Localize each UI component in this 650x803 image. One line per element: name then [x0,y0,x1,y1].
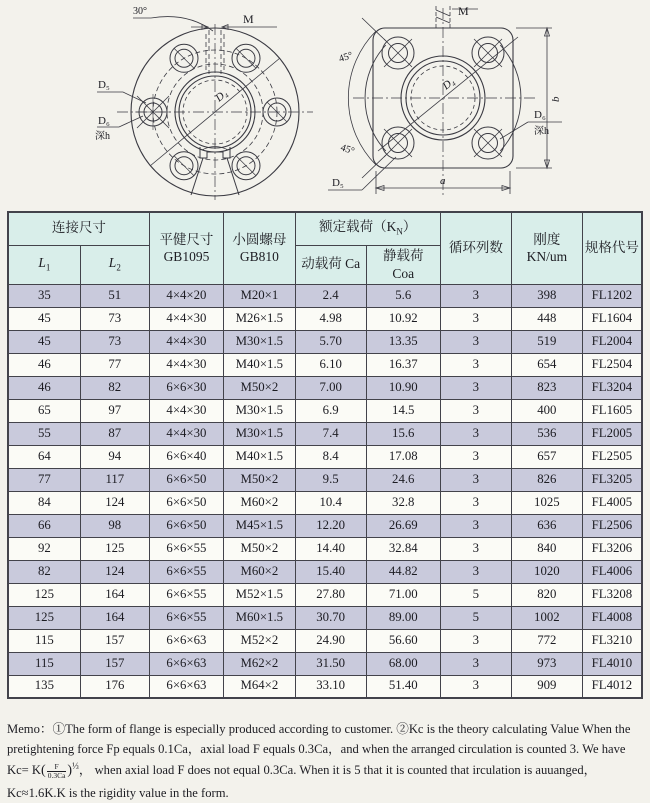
table-cell: 5.6 [366,284,440,307]
table-cell: 117 [80,468,149,491]
bolt-hole [170,44,198,72]
technical-drawings [0,0,650,206]
table-cell: M60×1.5 [224,606,296,629]
header-static-load [366,245,440,284]
table-cell: 3 [440,491,511,514]
table-row [8,284,642,307]
table-cell: 44.82 [366,560,440,583]
nut-label: 小圆螺母 [232,231,287,247]
table-cell: 125 [8,606,80,629]
table-cell: 164 [80,606,149,629]
dim-b-label: b [550,96,562,102]
table-cell: 6×6×50 [149,468,223,491]
table-cell: 77 [8,468,80,491]
square-flange-drawing [328,0,568,206]
table-cell: 27.80 [295,583,366,606]
table-cell: 16.37 [366,353,440,376]
table-cell: FL3208 [582,583,642,606]
dynamic-load-label: 动载荷 Ca [301,256,361,272]
l2-sub: 2 [116,262,121,273]
d5-label: D₅ [98,79,110,91]
table-cell: FL2004 [582,330,642,353]
key-size-label: 平健尺寸 [159,231,214,247]
header-dynamic-load [295,245,366,284]
header-cycles [440,212,511,284]
table-cell: 115 [8,652,80,675]
table-cell: 823 [511,376,582,399]
bolt-hole-counterbore [135,94,171,130]
table-cell: 45 [8,307,80,330]
memo-text-1: ①The form of flange is especially produced according to customer. ②Kc is the theory calculating Value When the pretightening force Fp equals 0.1Ca，axial load F equals 0.3Ca，and when the arranged circulation is counted 3. We have Kc= K [7,722,631,778]
rated-load-label: 额定载荷（K [319,219,397,235]
table-cell: 8.4 [295,445,366,468]
angle-top-label: 45° [337,50,355,65]
formula-paren-close: ) [67,763,73,779]
table-cell: 135 [8,675,80,698]
formula-paren-open: ( [41,763,46,779]
l1-sub: 1 [45,262,51,273]
table-cell: 820 [511,583,582,606]
table-cell: 6×6×55 [149,606,223,629]
table-cell: 3 [440,468,511,491]
table-cell: FL3204 [582,376,642,399]
table-cell: 3 [440,399,511,422]
table-cell: 4×4×30 [149,422,223,445]
table-cell: 4×4×30 [149,307,223,330]
header-round-nut [224,212,296,284]
header-rated-load [295,212,440,245]
table-cell: 32.84 [366,537,440,560]
table-cell: 46 [8,376,80,399]
thread-stud [436,4,478,30]
table-cell: M20×1 [224,284,296,307]
table-row [8,422,642,445]
table-cell: 66 [8,514,80,537]
table-cell: 1020 [511,560,582,583]
table-row [8,629,642,652]
table-cell: 12.20 [295,514,366,537]
leader-d6 [95,115,143,142]
bolt-hole [170,152,198,180]
cycles-label: 循环列数 [448,239,503,255]
table-cell: 125 [8,583,80,606]
table-cell: 77 [80,353,149,376]
table-cell: 6×6×55 [149,583,223,606]
table-cell: 45 [8,330,80,353]
l1-label: L [38,255,46,271]
spec-table-body [8,284,642,698]
table-cell: 7.00 [295,376,366,399]
table-cell: M40×1.5 [224,353,296,376]
table-cell: 3 [440,284,511,307]
flange-spec-table [7,211,643,699]
formula-fraction [47,763,67,780]
header-connect-label: 连接尺寸 [51,220,106,236]
table-cell: 92 [8,537,80,560]
table-row [8,606,642,629]
table-cell: 6×6×30 [149,376,223,399]
header-connect-dims [8,212,149,245]
table-cell: 3 [440,376,511,399]
key-size-standard: GB1095 [163,249,210,265]
table-cell: 4×4×30 [149,399,223,422]
table-cell: 6.10 [295,353,366,376]
table-cell: 536 [511,422,582,445]
table-cell: 3 [440,537,511,560]
depth-label: 深h [534,126,549,137]
table-cell: M60×2 [224,560,296,583]
header-l1 [8,245,80,284]
bore-diameter-label: D₄ [213,87,230,105]
table-cell: 7.4 [295,422,366,445]
table-cell: M50×2 [224,376,296,399]
formula-numerator: F [54,762,59,772]
table-row [8,376,642,399]
memo-note [7,719,644,803]
table-cell: 17.08 [366,445,440,468]
table-cell: 51 [80,284,149,307]
table-cell: M64×2 [224,675,296,698]
table-cell: 4×4×20 [149,284,223,307]
table-cell: 973 [511,652,582,675]
table-cell: 6×6×63 [149,675,223,698]
table-row [8,537,642,560]
table-cell: 4.98 [295,307,366,330]
circular-flange-drawing [95,0,330,206]
table-cell: 657 [511,445,582,468]
table-cell: 4×4×30 [149,330,223,353]
table-cell: 6×6×55 [149,537,223,560]
table-cell: 157 [80,629,149,652]
table-cell: M52×1.5 [224,583,296,606]
table-cell: 3 [440,560,511,583]
table-cell: 10.90 [366,376,440,399]
table-cell: 400 [511,399,582,422]
header-key-size [149,212,223,284]
table-cell: 6×6×55 [149,560,223,583]
table-cell: FL4005 [582,491,642,514]
table-cell: 3 [440,422,511,445]
formula-denominator: 0.3Ca [47,771,66,781]
table-cell: M52×2 [224,629,296,652]
table-cell: FL1202 [582,284,642,307]
table-row [8,399,642,422]
table-cell: 3 [440,514,511,537]
table-row [8,307,642,330]
table-cell: M62×2 [224,652,296,675]
table-cell: FL4010 [582,652,642,675]
spec-code-label: 规格代号 [584,239,639,255]
table-cell: 31.50 [295,652,366,675]
table-cell: M50×2 [224,537,296,560]
table-header [8,212,642,284]
table-cell: M30×1.5 [224,399,296,422]
table-cell: M50×2 [224,468,296,491]
table-cell: 14.5 [366,399,440,422]
table-cell: FL1605 [582,399,642,422]
table-cell: 3 [440,307,511,330]
table-cell: 35 [8,284,80,307]
table-cell: FL1604 [582,307,642,330]
memo-text-2: ， when axial load F does not equal 0.3Ca. When it is 5 that it is counted that irculation is auuanged，Kc≈1.6K.K is the rigidity value in the form. [7,763,597,800]
table-cell: 84 [8,491,80,514]
rated-load-sub: N [396,226,403,237]
table-row [8,652,642,675]
table-cell: FL3205 [582,468,642,491]
header-spec-code [582,212,642,284]
dim-b [516,28,562,168]
table-cell: FL4008 [582,606,642,629]
table-cell: FL2506 [582,514,642,537]
depth-label: 深h [95,131,110,142]
header-l2 [80,245,149,284]
thread-label: M [458,4,469,18]
table-cell: 125 [80,537,149,560]
table-cell: FL4006 [582,560,642,583]
static-load-symbol: Coa [392,265,415,281]
table-cell: 73 [80,330,149,353]
table-row [8,583,642,606]
table-cell: FL2504 [582,353,642,376]
d6-label: D₆ [98,115,110,127]
table-cell: 6×6×63 [149,629,223,652]
table-cell: 10.92 [366,307,440,330]
table-cell: 14.40 [295,537,366,560]
table-cell: FL2505 [582,445,642,468]
bolt-hole [382,127,414,159]
bolt-hole [472,127,504,159]
table-cell: 115 [8,629,80,652]
table-cell: 124 [80,491,149,514]
table-cell: 176 [80,675,149,698]
table-cell: 3 [440,330,511,353]
table-cell: 826 [511,468,582,491]
table-cell: FL3206 [582,537,642,560]
table-row [8,468,642,491]
table-row [8,514,642,537]
rigidity-unit: KN/um [526,249,568,265]
table-row [8,675,642,698]
bolt-hole [263,98,291,126]
table-cell: 30.70 [295,606,366,629]
leader-d6 [500,109,562,139]
table-cell: 33.10 [295,675,366,698]
table-cell: 6×6×63 [149,652,223,675]
angle-label: 30° [133,6,147,17]
table-cell: 4×4×30 [149,353,223,376]
table-cell: 6×6×40 [149,445,223,468]
bolt-hole [382,37,414,69]
table-cell: 24.6 [366,468,440,491]
table-row [8,445,642,468]
table-cell: 9.5 [295,468,366,491]
table-cell: 94 [80,445,149,468]
table-row [8,330,642,353]
table-row [8,491,642,514]
table-cell: 97 [80,399,149,422]
table-cell: 654 [511,353,582,376]
table-cell: 2.4 [295,284,366,307]
table-cell: M45×1.5 [224,514,296,537]
table-cell: 3 [440,445,511,468]
table-cell: 157 [80,652,149,675]
table-cell: 71.00 [366,583,440,606]
table-cell: M60×2 [224,491,296,514]
table-cell: 6×6×50 [149,514,223,537]
table-cell: 65 [8,399,80,422]
table-cell: 1002 [511,606,582,629]
table-cell: M30×1.5 [224,422,296,445]
table-cell: 64 [8,445,80,468]
table-cell: 3 [440,652,511,675]
table-cell: 3 [440,353,511,376]
dim-a [376,171,510,194]
bolt-hole [472,37,504,69]
table-cell: 82 [80,376,149,399]
d6-label: D₆ [534,109,546,121]
table-cell: 73 [80,307,149,330]
table-cell: 124 [80,560,149,583]
table-cell: 15.6 [366,422,440,445]
table-cell: 98 [80,514,149,537]
bolt-hole [232,44,260,72]
table-cell: 1025 [511,491,582,514]
table-cell: 448 [511,307,582,330]
table-cell: M30×1.5 [224,330,296,353]
table-cell: 772 [511,629,582,652]
rigidity-label: 刚度 [533,231,561,247]
table-cell: 32.8 [366,491,440,514]
table-cell: 55 [8,422,80,445]
table-cell: 5 [440,583,511,606]
bore-diameter-label: D₄ [440,75,458,93]
table-cell: FL3210 [582,629,642,652]
table-cell: 15.40 [295,560,366,583]
table-cell: 519 [511,330,582,353]
table-cell: 51.40 [366,675,440,698]
angle-bottom-label: 45° [339,142,356,158]
l2-label: L [108,255,117,271]
table-cell: 13.35 [366,330,440,353]
memo-label: Memo： [7,722,53,736]
header-rigidity [511,212,582,284]
table-cell: 24.90 [295,629,366,652]
table-cell: 5.70 [295,330,366,353]
table-cell: 909 [511,675,582,698]
table-cell: 3 [440,629,511,652]
table-cell: 6.9 [295,399,366,422]
rated-load-close: ） [402,219,417,235]
table-cell: M40×1.5 [224,445,296,468]
table-cell: FL2005 [582,422,642,445]
d5-label: D₅ [332,177,344,189]
table-cell: 82 [8,560,80,583]
table-cell: 398 [511,284,582,307]
table-cell: 87 [80,422,149,445]
nut-standard: GB810 [239,249,279,265]
leader-d5 [97,79,146,103]
bolt-hole [232,152,260,180]
table-cell: 6×6×50 [149,491,223,514]
table-cell: 10.4 [295,491,366,514]
table-cell: 840 [511,537,582,560]
table-cell: M26×1.5 [224,307,296,330]
table-cell: 636 [511,514,582,537]
thread-label: M [243,12,254,26]
table-cell: 46 [8,353,80,376]
table-cell: FL4012 [582,675,642,698]
table-cell: 56.60 [366,629,440,652]
table-row [8,353,642,376]
table-cell: 3 [440,675,511,698]
static-load-label: 静载荷 [383,247,424,263]
dim-thread-m [191,12,277,29]
table-cell: 5 [440,606,511,629]
table-cell: 164 [80,583,149,606]
table-cell: 26.69 [366,514,440,537]
dim-a-label: a [440,175,446,187]
leader-d5 [328,157,396,190]
table-cell: 68.00 [366,652,440,675]
table-cell: 89.00 [366,606,440,629]
formula-exponent: ⅓ [72,761,79,772]
table-row [8,560,642,583]
